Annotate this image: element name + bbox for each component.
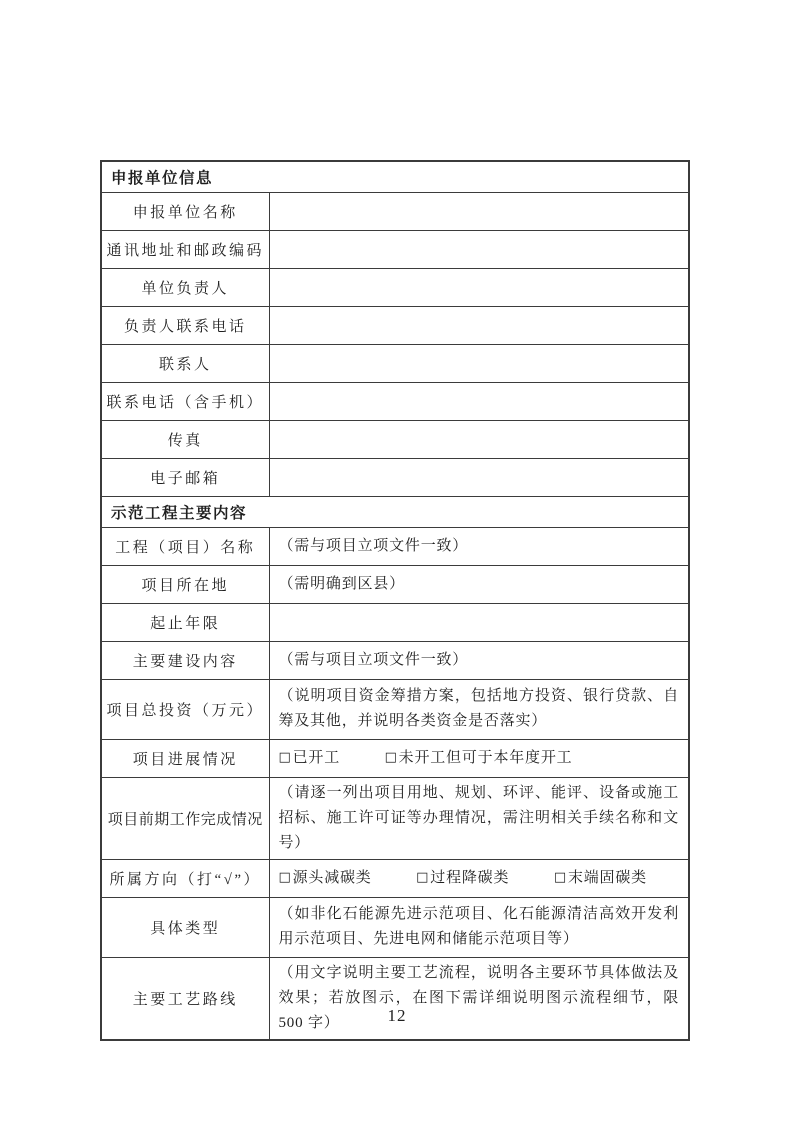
row-label: 负责人联系电话 xyxy=(101,306,269,344)
checkbox-icon: □ xyxy=(278,869,292,885)
table-row xyxy=(101,382,689,420)
row-label: 主要建设内容 xyxy=(101,641,269,679)
table-row xyxy=(101,458,689,496)
table-row xyxy=(101,859,689,897)
row-value xyxy=(269,306,689,344)
row-value xyxy=(269,859,689,897)
row-label: 单位负责人 xyxy=(101,268,269,306)
section-header-label: 示范工程主要内容 xyxy=(101,496,689,527)
row-value xyxy=(269,739,689,777)
application-form-table xyxy=(100,160,690,1041)
table-row xyxy=(101,527,689,565)
table-row xyxy=(101,306,689,344)
checkbox-option-label: 末端固碳类 xyxy=(567,869,647,886)
table-row xyxy=(101,641,689,679)
table-row xyxy=(101,603,689,641)
checkbox-icon: □ xyxy=(553,869,567,885)
checkbox-icon: □ xyxy=(278,749,292,765)
table-row xyxy=(101,777,689,859)
row-label: 通讯地址和邮政编码 xyxy=(101,230,269,268)
row-value xyxy=(269,344,689,382)
row-value xyxy=(269,458,689,496)
row-value xyxy=(269,230,689,268)
table-row xyxy=(101,565,689,603)
row-value xyxy=(269,192,689,230)
row-value xyxy=(269,603,689,641)
table-row xyxy=(101,344,689,382)
table-row xyxy=(101,192,689,230)
checkbox-option xyxy=(279,866,372,891)
row-label: 联系电话（含手机） xyxy=(101,382,269,420)
row-label: 项目进展情况 xyxy=(101,739,269,777)
row-label: 项目前期工作完成情况 xyxy=(101,777,269,859)
checkbox-option xyxy=(385,746,573,771)
table-row xyxy=(101,679,689,739)
section-header-project-content xyxy=(101,496,689,527)
row-value: （用文字说明主要工艺流程，说明各主要环节具体做法及效果；若放图示，在图下需详细说明图示流程细节，限 500 字） xyxy=(269,957,689,1040)
checkbox-option-label: 过程降碳类 xyxy=(430,869,510,886)
row-value xyxy=(269,382,689,420)
row-label: 工程（项目）名称 xyxy=(101,527,269,565)
table-row xyxy=(101,739,689,777)
table-row xyxy=(101,268,689,306)
row-label: 申报单位名称 xyxy=(101,192,269,230)
page-number: 12 xyxy=(387,1006,407,1025)
row-value xyxy=(269,420,689,458)
row-value: （需与项目立项文件一致） xyxy=(269,527,689,565)
row-value: （请逐一列出项目用地、规划、环评、能评、设备或施工招标、施工许可证等办理情况，需注明相关手续名称和文号） xyxy=(269,777,689,859)
row-value: （如非化石能源先进示范项目、化石能源清洁高效开发利用示范项目、先进电网和储能示范项目等） xyxy=(269,897,689,957)
row-label: 起止年限 xyxy=(101,603,269,641)
row-label: 主要工艺路线 xyxy=(101,957,269,1040)
row-value: （需与项目立项文件一致） xyxy=(269,641,689,679)
checkbox-icon: □ xyxy=(384,749,398,765)
row-label: 电子邮箱 xyxy=(101,458,269,496)
checkbox-icon: □ xyxy=(416,869,430,885)
checkbox-option xyxy=(554,866,647,891)
checkbox-option-label: 未开工但可于本年度开工 xyxy=(398,749,573,766)
checkbox-option xyxy=(416,866,509,891)
row-value xyxy=(269,268,689,306)
row-label: 项目所在地 xyxy=(101,565,269,603)
table-row xyxy=(101,897,689,957)
row-value: （说明项目资金筹措方案，包括地方投资、银行贷款、自筹及其他，并说明各类资金是否落实） xyxy=(269,679,689,739)
row-label: 具体类型 xyxy=(101,897,269,957)
row-label: 联系人 xyxy=(101,344,269,382)
checkbox-option-label: 已开工 xyxy=(292,749,340,766)
checkbox-option-label: 源头减碳类 xyxy=(292,869,372,886)
row-label: 传真 xyxy=(101,420,269,458)
table-row xyxy=(101,420,689,458)
section-header-applicant-info xyxy=(101,161,689,192)
row-value: （需明确到区县） xyxy=(269,565,689,603)
row-label: 项目总投资（万元） xyxy=(101,679,269,739)
table-row xyxy=(101,957,689,1040)
row-label: 所属方向（打“√”） xyxy=(101,859,269,897)
checkbox-option xyxy=(279,746,341,771)
section-header-label: 申报单位信息 xyxy=(101,161,689,192)
table-row xyxy=(101,230,689,268)
